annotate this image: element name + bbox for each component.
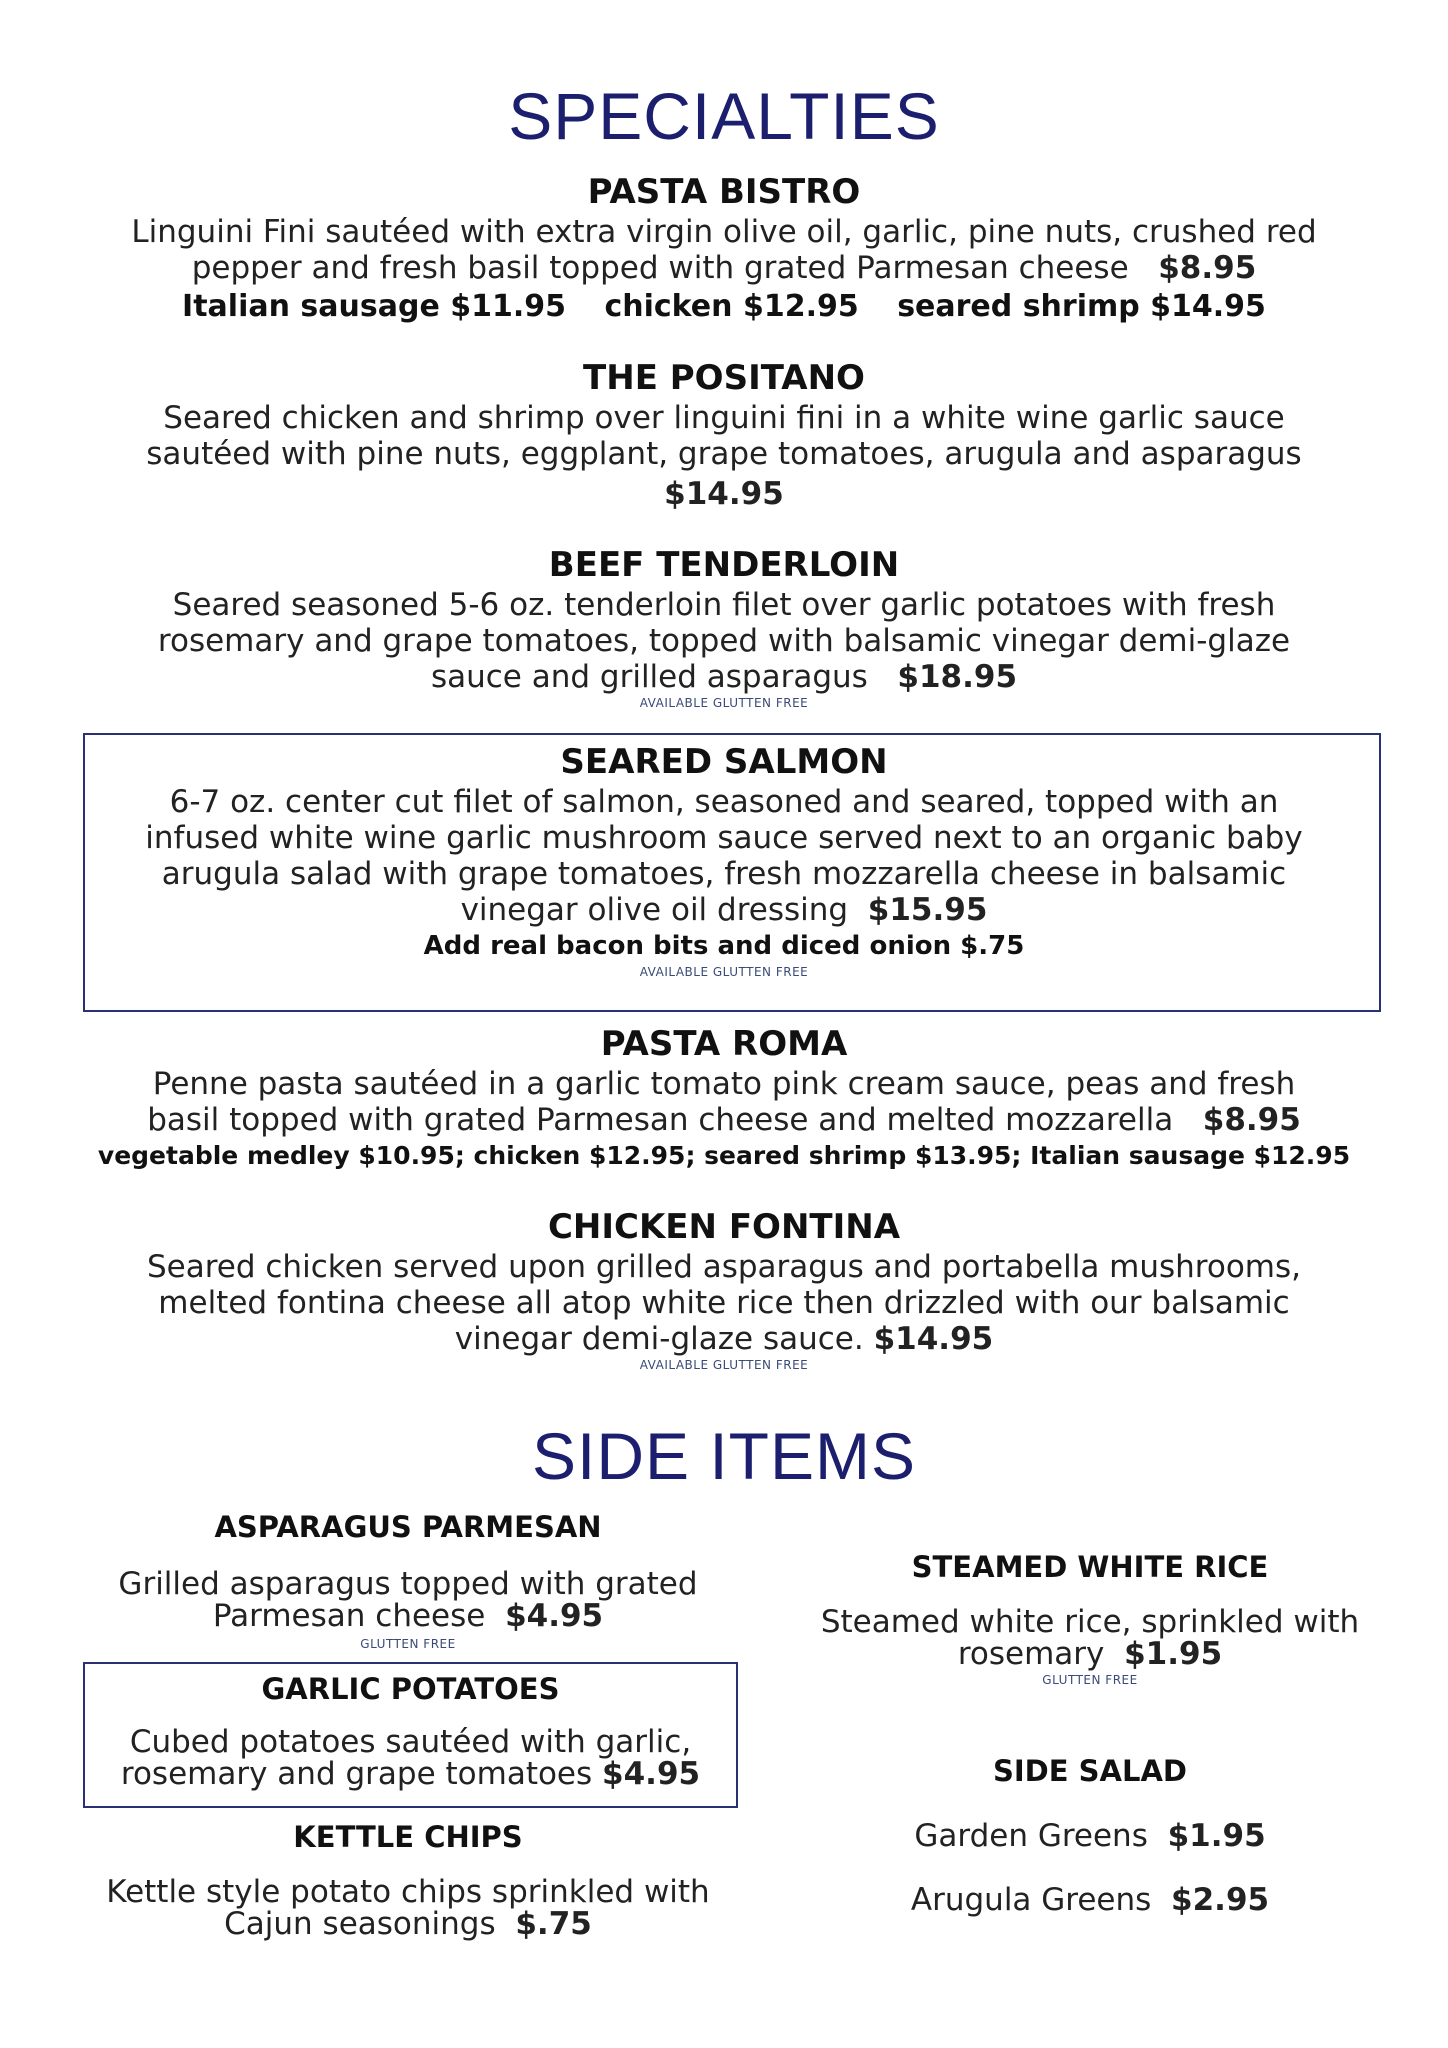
chicken-fontina-item xyxy=(90,1205,1358,1373)
item-price: $14.95 xyxy=(873,1321,994,1357)
item-description: Seared chicken and shrimp over linguini fini in a white wine garlic sauce sautéed with pine nuts, eggplant, grape tomatoes, arugula and asparagus xyxy=(146,400,1302,472)
item-name: ASPARAGUS PARMESAN xyxy=(214,1510,602,1544)
item-price: $4.95 xyxy=(602,1756,701,1792)
item-name: KETTLE CHIPS xyxy=(293,1820,523,1854)
gluten-free-note: GLUTTEN FREE xyxy=(360,1637,456,1651)
gluten-free-note: AVAILABLE GLUTTEN FREE xyxy=(639,1358,809,1372)
item-price: $4.95 xyxy=(505,1598,604,1634)
item-name: SEARED SALMON xyxy=(560,742,888,782)
item-description: 6-7 oz. center cut filet of salmon, seasoned and seared, topped with an infused white wine garlic mushroom sauce served next to an organic baby arugula salad with grape tomatoes, fresh mozzarella cheese in balsamic vinegar olive oil dressing $15.95 xyxy=(145,784,1303,928)
side-items-title: SIDE ITEMS xyxy=(531,1419,917,1493)
item-name: GARLIC POTATOES xyxy=(261,1672,560,1706)
item-price: $1.95 xyxy=(1167,1818,1266,1854)
salad-option-arugula: Arugula Greens $2.95 xyxy=(910,1882,1270,1918)
steamed-white-rice-item xyxy=(770,1548,1410,1688)
item-extras: Italian sausage $11.95 chicken $12.95 seared shrimp $14.95 xyxy=(182,289,1266,324)
item-price: $8.95 xyxy=(1202,1102,1301,1138)
item-price: $8.95 xyxy=(1158,250,1257,286)
item-name: PASTA ROMA xyxy=(600,1024,848,1064)
item-description: Kettle style potato chips sprinkled with Cajun seasonings $.75 xyxy=(106,1874,710,1942)
item-description: Linguini Fini sautéed with extra virgin olive oil, garlic, pine nuts, crushed red pepper and fresh basil topped with grated Parmesan cheese $8.95 xyxy=(131,214,1317,286)
salad-option-garden: Garden Greens $1.95 xyxy=(914,1818,1266,1854)
garlic-potatoes-item xyxy=(83,1670,738,1790)
pasta-roma-item xyxy=(90,1022,1358,1174)
item-price: $15.95 xyxy=(867,892,988,928)
gluten-free-note: AVAILABLE GLUTTEN FREE xyxy=(639,696,809,710)
positano-item xyxy=(90,356,1358,512)
gluten-free-note: GLUTTEN FREE xyxy=(1042,1673,1138,1687)
item-price: $14.95 xyxy=(664,476,784,512)
item-description: Seared chicken served upon grilled asparagus and portabella mushrooms, melted fontina cheese all atop white rice then drizzled with our balsamic vinegar demi-glaze sauce. $14.95 xyxy=(146,1249,1302,1357)
item-name: THE POSITANO xyxy=(583,358,865,398)
beef-tenderloin-item xyxy=(90,543,1358,711)
item-description: Cubed potatoes sautéed with garlic, rosemary and grape tomatoes $4.95 xyxy=(120,1724,701,1792)
side-salad-item xyxy=(770,1752,1410,1916)
item-name: STEAMED WHITE RICE xyxy=(911,1550,1269,1584)
item-name: CHICKEN FONTINA xyxy=(547,1207,901,1247)
item-name: BEEF TENDERLOIN xyxy=(548,545,900,585)
item-name: PASTA BISTRO xyxy=(587,172,861,212)
item-price: $1.95 xyxy=(1124,1636,1223,1672)
item-price: $18.95 xyxy=(897,659,1018,695)
gluten-free-note: AVAILABLE GLUTTEN FREE xyxy=(639,965,809,979)
item-extras: vegetable medley $10.95; chicken $12.95; seared shrimp $13.95; Italian sausage $12.95 xyxy=(97,1141,1351,1170)
item-description: Penne pasta sautéed in a garlic tomato pink cream sauce, peas and fresh basil topped with grated Parmesan cheese and melted mozzarella $8.95 xyxy=(147,1066,1301,1138)
item-description: Steamed white rice, sprinkled with rosemary $1.95 xyxy=(820,1604,1360,1672)
item-name: SIDE SALAD xyxy=(993,1754,1187,1788)
item-price: $.75 xyxy=(515,1906,592,1942)
specialties-title: SPECIALTIES xyxy=(508,79,940,153)
item-description: Seared seasoned 5-6 oz. tenderloin filet over garlic potatoes with fresh rosemary and grape tomatoes, topped with balsamic vinegar demi-glaze sauce and grilled asparagus $18.95 xyxy=(157,587,1291,695)
pasta-bistro-item xyxy=(90,170,1358,328)
item-addon: Add real bacon bits and diced onion $.75 xyxy=(423,931,1025,961)
asparagus-parmesan-item xyxy=(78,1508,738,1652)
item-description: Grilled asparagus topped with grated Parmesan cheese $4.95 xyxy=(118,1566,698,1634)
kettle-chips-item xyxy=(78,1818,738,1940)
item-price: $2.95 xyxy=(1171,1882,1270,1918)
seared-salmon-item xyxy=(90,740,1358,980)
